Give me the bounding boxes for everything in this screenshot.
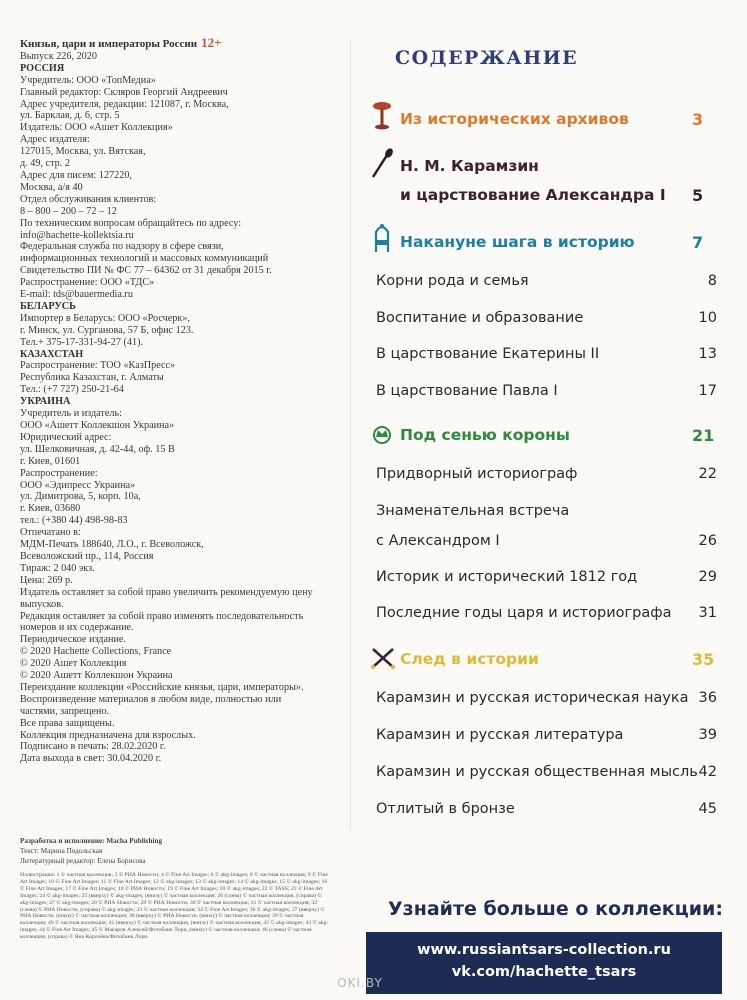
- toc-item-catherine: В царствование Екатерины II: [376, 346, 600, 362]
- lamp-icon: [372, 101, 392, 136]
- imprint-line: © 2020 Ашетт Коллекшон Украина: [20, 670, 173, 682]
- country-heading-belarus: БЕЛАРУСЬ: [20, 300, 76, 312]
- credit-line: Текст: Марина Подольская: [20, 847, 103, 855]
- imprint-line: Периодическое издание.: [20, 634, 126, 646]
- imprint-line: МДМ-Печать 188640, Л.О., г. Всеволожск,: [20, 539, 204, 551]
- imprint-line: номеров и их содержание.: [20, 622, 134, 634]
- imprint-line: Цена: 269 р.: [20, 574, 73, 586]
- country-heading-ukraine: УКРАИНА: [20, 396, 71, 408]
- section-page-crown: 21: [692, 426, 715, 445]
- toc-item-last-years: Последние годы царя и историографа: [376, 605, 672, 621]
- imprint-line: г. Киев, 01601: [20, 455, 81, 467]
- quill-icon: [370, 146, 394, 185]
- toc-item-roots: Корни рода и семья: [376, 273, 529, 289]
- imprint-line: Дата выхода в свет: 30.04.2020 г.: [20, 753, 162, 765]
- toc-page-social-thought: 42: [698, 764, 717, 780]
- section-page-karamzin: 5: [692, 186, 704, 205]
- toc-page-1812: 29: [698, 569, 717, 585]
- credits-block: [20, 836, 330, 866]
- issue-number: Выпуск 226, 2020: [20, 50, 97, 62]
- imprint-line: ул. Барклая, д. 6, стр. 5: [20, 110, 120, 122]
- imprint-line: E-mail: tds@bauermedia.ru: [20, 289, 133, 301]
- imprint-title-row: [20, 37, 338, 51]
- vk-link[interactable]: vk.com/hachette_tsars: [451, 964, 637, 980]
- toc-item-meeting-line1: Знаменательная встреча: [376, 503, 570, 519]
- imprint-line: Переиздание коллекции «Российские князья, цари, императоры».: [20, 681, 304, 693]
- imprint-line: Москва, а/я 40: [20, 181, 83, 193]
- imprint-line: 8 – 800 – 200 – 72 – 12: [20, 205, 117, 217]
- toc-page-literature: 39: [698, 727, 717, 743]
- imprint-line: info@hachette-kollektsia.ru: [20, 229, 134, 241]
- toc-item-historical-science: Карамзин и русская историческая наука: [376, 690, 689, 706]
- website-link[interactable]: www.russiantsars-collection.ru: [417, 942, 671, 958]
- imprint-line: Адрес учредителя, редакции: 121087, г. Москва,: [20, 98, 229, 110]
- toc-item-paul: В царствование Павла I: [376, 383, 558, 399]
- credit-line: Литературный редактор: Елена Борисова: [20, 857, 146, 865]
- toc-item-1812: Историк и исторический 1812 год: [376, 569, 638, 585]
- section-title-legacy: След в истории: [400, 650, 539, 668]
- imprint-line: ООО «Эдипресс Украина»: [20, 479, 136, 491]
- imprint-line: выпусков.: [20, 598, 64, 610]
- section-title-eve: Накануне шага в историю: [400, 233, 635, 251]
- russia-block: [20, 75, 338, 301]
- imprint-line: Главный редактор: Скляров Георгий Андреевич: [20, 86, 228, 98]
- imprint-line: Адрес для писем: 127220,: [20, 169, 132, 181]
- imprint-line: Подписано в печать: 28.02.2020 г.: [20, 741, 166, 753]
- imprint-line: г. Киев, 03680: [20, 503, 81, 515]
- illustration-credits: Иллюстрации: 1 © частная коллекция; 3 © РИА Новости; 4 © Fine Art Images; 6 © akg-images; 8 © частная коллекция; 9 © Fine Art Images; 10 © Fine Art Images; 11 © Fine Art Images; 12 © akg-images; 13 © akg-images; 14 © akg-images; 15 © akg-images; 16 © Fine Art Images; 17 © Fine Art Images; 18 © РИА Новости; 19 © Fine Art Images; 20 © akg-images; 22 © TASS; 23 © Fine Art Images; 24 © akg-images; 25 (вверху) © akg-images, (внизу) © частная коллекция; 26 (слева) © частная коллекция, (справа) © akg-images; 27 © akg-images; 28 © РИА Новости; 29 © РИА Новости; 30 © частная коллекция; 31 © частная коллекция; 32 (слева) © РИА Новости, (справа) © akg-images; 33 © частная коллекция; 34 © Fine Art Images; 36 © akg-images; 37 (вверху) © РИА Новости, (внизу) © частная коллекция; 38 (вверху) © РИА Новости, (внизу) © частная коллекция; 39 © частная коллекция; 40 © частная коллекция; 41 (вверху) © частная коллекция, (внизу) © частная коллекция; 42 © akg-images; 43 © akg-images; 44 © Fine Art Images; 45 © Макаров Алексей/Фотобанк Лори, (внизу) © частная коллекция; 46 (слева) © частная коллекция, (справа) © Яна Королёва/Фотобанк Лори.: [20, 872, 329, 941]
- imprint-line: Распространение: ООО «ТДС»: [20, 277, 155, 289]
- credit-line: Разработка и исполнение: Macha Publishing: [20, 837, 163, 845]
- kazakhstan-block: [20, 360, 338, 396]
- throne-icon: [371, 222, 393, 259]
- toc-item-meeting-line2: с Александром I: [376, 533, 500, 549]
- imprint-line: ООО «Ашетт Коллекшон Украина»: [20, 420, 175, 431]
- toc-page-education: 10: [698, 310, 717, 326]
- toc-item-bronze: Отлитый в бронзе: [376, 801, 515, 817]
- column-divider: [350, 40, 351, 830]
- imprint-line: Всеволожский пр., 114, Россия: [20, 550, 154, 562]
- crown-icon: [372, 424, 392, 451]
- imprint-line: Издатель оставляет за собой право увеличить рекомендуемую цену: [20, 586, 313, 598]
- country-heading-russia: РОССИЯ: [20, 62, 65, 74]
- imprint-line: Федеральная служба по надзору в сфере связи,: [20, 241, 224, 253]
- toc-page-paul: 17: [698, 383, 717, 399]
- toc-item-literature: Карамзин и русская литература: [376, 727, 624, 743]
- publication-title: Князья, цари и императоры России: [20, 38, 198, 50]
- toc-page-court-historian: 22: [698, 466, 717, 482]
- imprint-line: д. 49, стр. 2: [20, 158, 70, 170]
- toc-page-last-years: 31: [698, 605, 717, 621]
- crossed-swords-icon: [370, 646, 396, 675]
- age-rating-badge: 12+: [201, 35, 222, 50]
- section-title-crown: Под сенью короны: [400, 426, 570, 444]
- imprint-line: информационных технологий и массовых коммуникаций: [20, 253, 269, 265]
- imprint-line: Республика Казахстан, г. Алматы: [20, 372, 164, 384]
- promo-headline: Узнайте больше о коллекции:: [388, 898, 723, 920]
- imprint-line: Импортер в Беларусь: ООО «Росчерк»,: [20, 312, 190, 324]
- imprint-line: Отдел обслуживания клиентов:: [20, 193, 157, 205]
- watermark: OKI.BY: [337, 976, 383, 990]
- toc-item-education: Воспитание и образование: [376, 310, 584, 326]
- section-title-karamzin-line1: Н. М. Карамзин: [400, 157, 539, 175]
- imprint-line: ул. Димитрова, 5, корп. 10а,: [20, 491, 141, 503]
- imprint-line: Издатель: ООО «Ашет Коллекция»: [20, 122, 173, 134]
- imprint-line: Свидетельство ПИ № ФС 77 – 64362 от 31 декабря 2015 г.: [20, 265, 272, 277]
- imprint-column: [20, 37, 338, 765]
- imprint-line: г. Минск, ул. Сурганова, 57 Б, офис 123.: [20, 324, 194, 336]
- imprint-line: По техническим вопросам обращайтесь по адресу:: [20, 217, 242, 229]
- toc-item-social-thought: Карамзин и русская общественная мысль: [376, 764, 698, 780]
- imprint-line: Воспроизведение материалов в любом виде, полностью или: [20, 693, 282, 705]
- imprint-line: Редакция оставляет за собой право изменять последовательность: [20, 610, 304, 622]
- toc-page-catherine: 13: [698, 346, 717, 362]
- imprint-line: Распространение:: [20, 467, 98, 479]
- imprint-line: Все права защищены.: [20, 717, 115, 729]
- contents-title: содержание: [395, 40, 579, 71]
- imprint-line: Учредитель и издатель:: [20, 408, 122, 420]
- imprint-line: Распространение: ТОО «КазПресс»: [20, 360, 176, 372]
- toc-page-historical-science: 36: [698, 690, 717, 706]
- toc-page-bronze: 45: [698, 801, 717, 817]
- section-page-archives: 3: [692, 110, 704, 129]
- toc-page-meeting: 26: [698, 533, 717, 549]
- imprint-line: Тел.+ 375-17-331-94-27 (41).: [20, 336, 144, 348]
- imprint-line: Коллекция предназначена для взрослых.: [20, 729, 196, 741]
- imprint-line: частями, запрещено.: [20, 705, 110, 717]
- section-title-karamzin-line2: и царствование Александра I: [400, 186, 666, 204]
- imprint-line: 127015, Москва, ул. Вятская,: [20, 146, 146, 158]
- imprint-line: Адрес издателя:: [20, 134, 90, 146]
- imprint-line: Учредитель: ООО «ТопМедиа»: [20, 74, 156, 86]
- imprint-line: © 2020 Hachette Collections, France: [20, 646, 172, 658]
- ukraine-block: [20, 408, 338, 765]
- imprint-line: тел.: (+380 44) 498-98-83: [20, 515, 128, 527]
- section-page-eve: 7: [692, 233, 704, 252]
- imprint-line: Юридический адрес:: [20, 431, 112, 443]
- imprint-line: Тираж: 2 040 экз.: [20, 562, 95, 574]
- section-page-legacy: 35: [692, 650, 715, 669]
- country-heading-kazakhstan: КАЗАХСТАН: [20, 348, 84, 360]
- imprint-line: Отпечатано в:: [20, 527, 81, 539]
- imprint-line: Тел.: (+7 727) 250-21-64: [20, 384, 124, 396]
- imprint-line: © 2020 Ашет Коллекция: [20, 658, 127, 670]
- toc-item-court-historian: Придворный историограф: [376, 466, 578, 482]
- imprint-line: ул. Шелковичная, д. 42-44, оф. 15 В: [20, 443, 175, 455]
- section-title-archives: Из исторических архивов: [400, 110, 629, 128]
- toc-page-roots: 8: [707, 273, 717, 289]
- belarus-block: [20, 313, 338, 349]
